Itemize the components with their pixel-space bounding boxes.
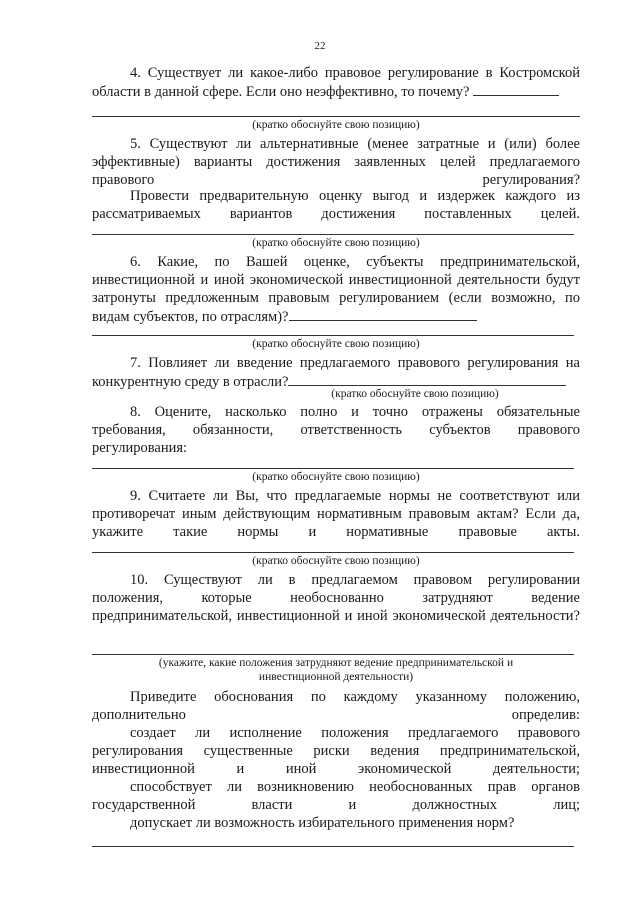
caption: (кратко обоснуйте свою позицию) [252, 338, 420, 350]
caption-line-1: (укажите, какие положения затрудняют ведение предпринимательской и [158, 657, 514, 669]
caption: (кратко обоснуйте свою позицию) [252, 555, 420, 567]
caption: (кратко обоснуйте свою позицию) [252, 471, 420, 483]
answer-line[interactable] [92, 468, 574, 469]
caption-line-2: инвестиционной деятельности) [258, 671, 414, 683]
question-7 [92, 354, 580, 391]
question-9: 9. Считаете ли Вы, что предлагаемые нормы не соответствуют или противоречат иным действующим нормативным правовым актам? Если да, укажите такие нормы и нормативные правовые акты. [92, 488, 580, 540]
question-7-text: 7. Повлияет ли введение предлагаемого правового регулирования на конкурентную среду в отрасли? [92, 355, 580, 390]
answer-line[interactable] [92, 234, 574, 235]
caption: (кратко обоснуйте свою позицию) [331, 388, 499, 400]
answer-blank[interactable] [289, 307, 477, 321]
page-number: 22 [314, 40, 326, 52]
caption: (кратко обоснуйте свою позицию) [252, 237, 420, 249]
question-10: 10. Существуют ли в предлагаемом правовом регулировании положения, которые необоснованно затрудняют ведение предпринимательской, инвестиционной и иной экономической деятельности? [92, 572, 580, 624]
answer-blank[interactable] [288, 372, 566, 386]
answer-blank[interactable] [473, 82, 559, 96]
question-10-item-3: допускает ли возможность избирательного применения норм? [130, 815, 515, 831]
question-5: 5. Существуют ли альтернативные (менее затратные и (или) более эффективные) варианты достижения заявленных целей предлагаемого правового регулирования? [92, 136, 580, 188]
question-8: 8. Оцените, насколько полно и точно отражены обязательные требования, обязанности, ответственность субъектов правового регулирования: [92, 404, 580, 456]
answer-line[interactable] [92, 116, 580, 117]
answer-line[interactable] [92, 846, 574, 847]
question-5-note: Провести предварительную оценку выгод и издержек каждого из рассматриваемых вариантов достижения поставленных целей. [92, 188, 580, 222]
question-6-text: 6. Какие, по Вашей оценке, субъекты предпринимательской, инвестиционной и иной экономической инвестиционной деятельности будут затронуты предложенным правовым регулированием (если возможно, по видам субъектов, по отраслям)? [92, 254, 580, 325]
question-10-item-2: способствует ли возникновению необоснованных прав органов государственной власти и должностных лиц; [92, 779, 580, 813]
answer-line[interactable] [92, 335, 574, 336]
answer-line[interactable] [92, 654, 574, 655]
answer-line[interactable] [92, 552, 574, 553]
question-10-intro: Приведите обоснования по каждому указанному положению, дополнительно определив: [92, 689, 580, 723]
question-4 [92, 64, 580, 101]
question-6 [92, 253, 580, 326]
question-10-item-1: создает ли исполнение положения предлагаемого правового регулирования существенные риски ведения предпринимательской, инвестиционной и иной экономической деятельности; [92, 725, 580, 777]
question-4-text: 4. Существует ли какое-либо правовое регулирование в Костромской области в данной сфере. Если оно неэффективно, то почему? [92, 65, 580, 100]
caption: (кратко обоснуйте свою позицию) [252, 119, 420, 131]
